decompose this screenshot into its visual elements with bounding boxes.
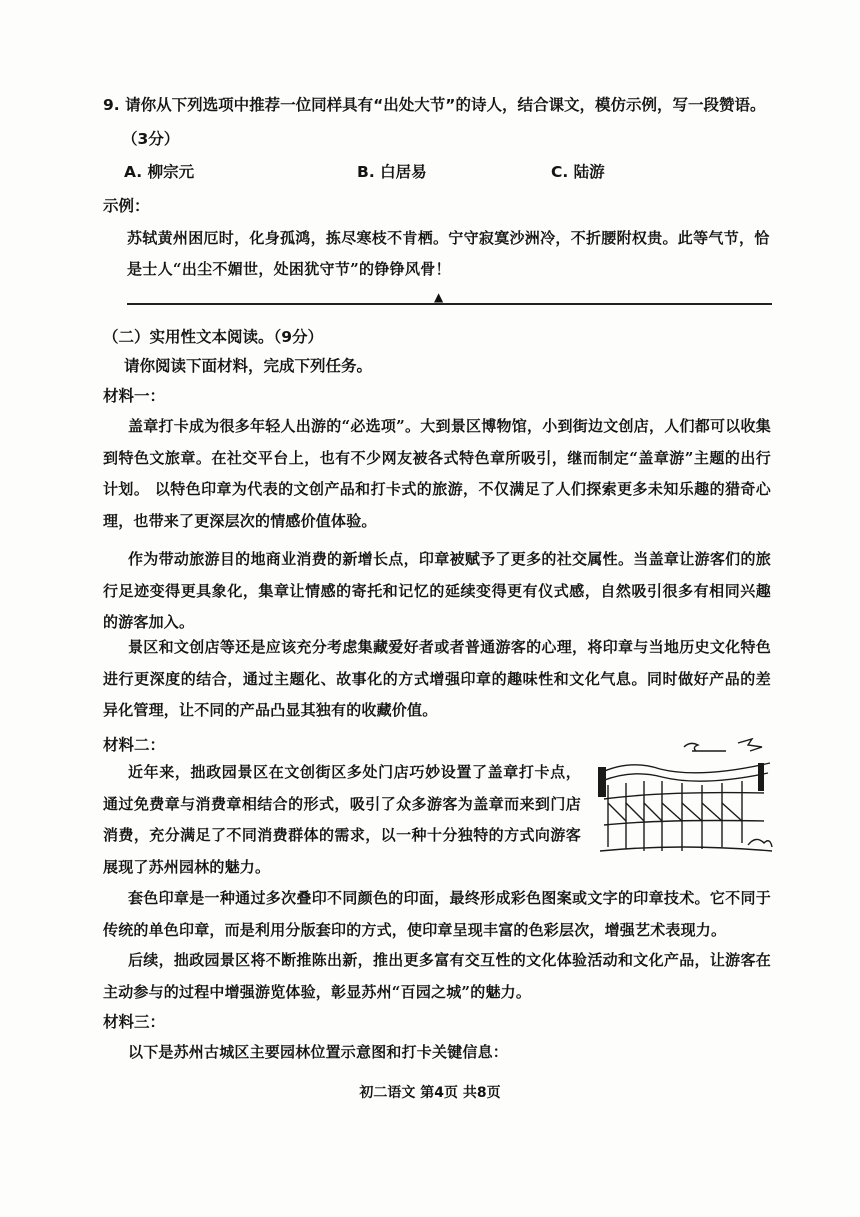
material-1-paragraph: 盖章打卡成为很多年轻人出游的“必选项”。大到景区博物馆，小到街边文创店，人们都可以收集到特色文旅章。在社交平台上，也有不少网友被各式特色章所吸引，继而制定“盖章游”主题的出行计划。 以特色印章为代表的文创产品和打卡式的旅游，不仅满足了人们探索更多未知乐趣的猎奇心理，也带来了更深层次的情感价值体验。 [103,417,771,530]
example-text: 苏轼黄州困厄时，化身孤鸿，拣尽寒枝不肯栖。宁守寂寞沙洲冷，不折腰附权贵。此等气节，恰是士人“出尘不媚世，处困犹守节”的铮铮风骨！ [127,229,770,278]
page-footer: 初二语文 第4页 共8页 [359,1085,501,1101]
section-divider [127,303,772,305]
option-c: C. 陆游 [551,163,605,181]
garden-pavilion-illustration [598,733,774,861]
question-9-prompt: 9. 请你从下列选项中推荐一位同样具有“出处大节”的诗人，结合课文，模仿示例，写一段赞语。 [103,96,766,114]
option-a: A. 柳宗元 [124,163,195,181]
triangle-marker-icon: ▲ [434,290,444,304]
example-label: 示例： [103,197,150,215]
question-9-points: （3分） [122,130,180,148]
option-b: B. 白居易 [357,163,427,181]
material-2-label: 材料二： [103,736,166,754]
material-1-paragraph: 景区和文创店等还是应该充分考虑集藏爱好者或者普通游客的心理，将印章与当地历史文化特色进行更深度的结合，通过主题化、故事化的方式增强印章的趣味性和文化气息。同时做好产品的差异化管理，让不同的产品凸显其独有的收藏价值。 [103,638,771,719]
material-2-paragraph: 套色印章是一种通过多次叠印不同颜色的印面，最终形成彩色图案或文字的印章技术。它不同于传统的单色印章，而是利用分版套印的方式，使印章呈现丰富的色彩层次，增强艺术表现力。 [103,889,771,939]
section-2-instruction: 请你阅读下面材料，完成下列任务。 [124,357,373,375]
material-2-paragraph: 后续，拙政园景区将不断推陈出新，推出更多富有交互性的文化体验活动和文化产品，让游客在主动参与的过程中增强游览体验，彰显苏州“百园之城”的魅力。 [103,951,771,1001]
material-1-paragraph: 作为带动旅游目的地商业消费的新增长点，印章被赋予了更多的社交属性。当盖章让游客们的旅行足迹变得更具象化，集章让情感的寄托和记忆的延续变得更有仪式感，自然吸引很多有相同兴趣的游客加入。 [103,550,771,631]
material-3-intro: 以下是苏州古城区主要园林位置示意图和打卡关键信息： [128,1043,509,1061]
material-1-label: 材料一： [103,387,166,405]
material-3-label: 材料三： [103,1013,166,1031]
material-2-paragraph: 近年来，拙政园景区在文创街区多处门店巧妙设置了盖章打卡点，通过免费章与消费章相结合的形式，吸引了众多游客为盖章而来到门店消费，充分满足了不同消费群体的需求，以一种十分独特的方式向游客展现了苏州园林的魅力。 [103,763,581,876]
section-2-title: （二）实用性文本阅读。（9分） [103,328,324,346]
